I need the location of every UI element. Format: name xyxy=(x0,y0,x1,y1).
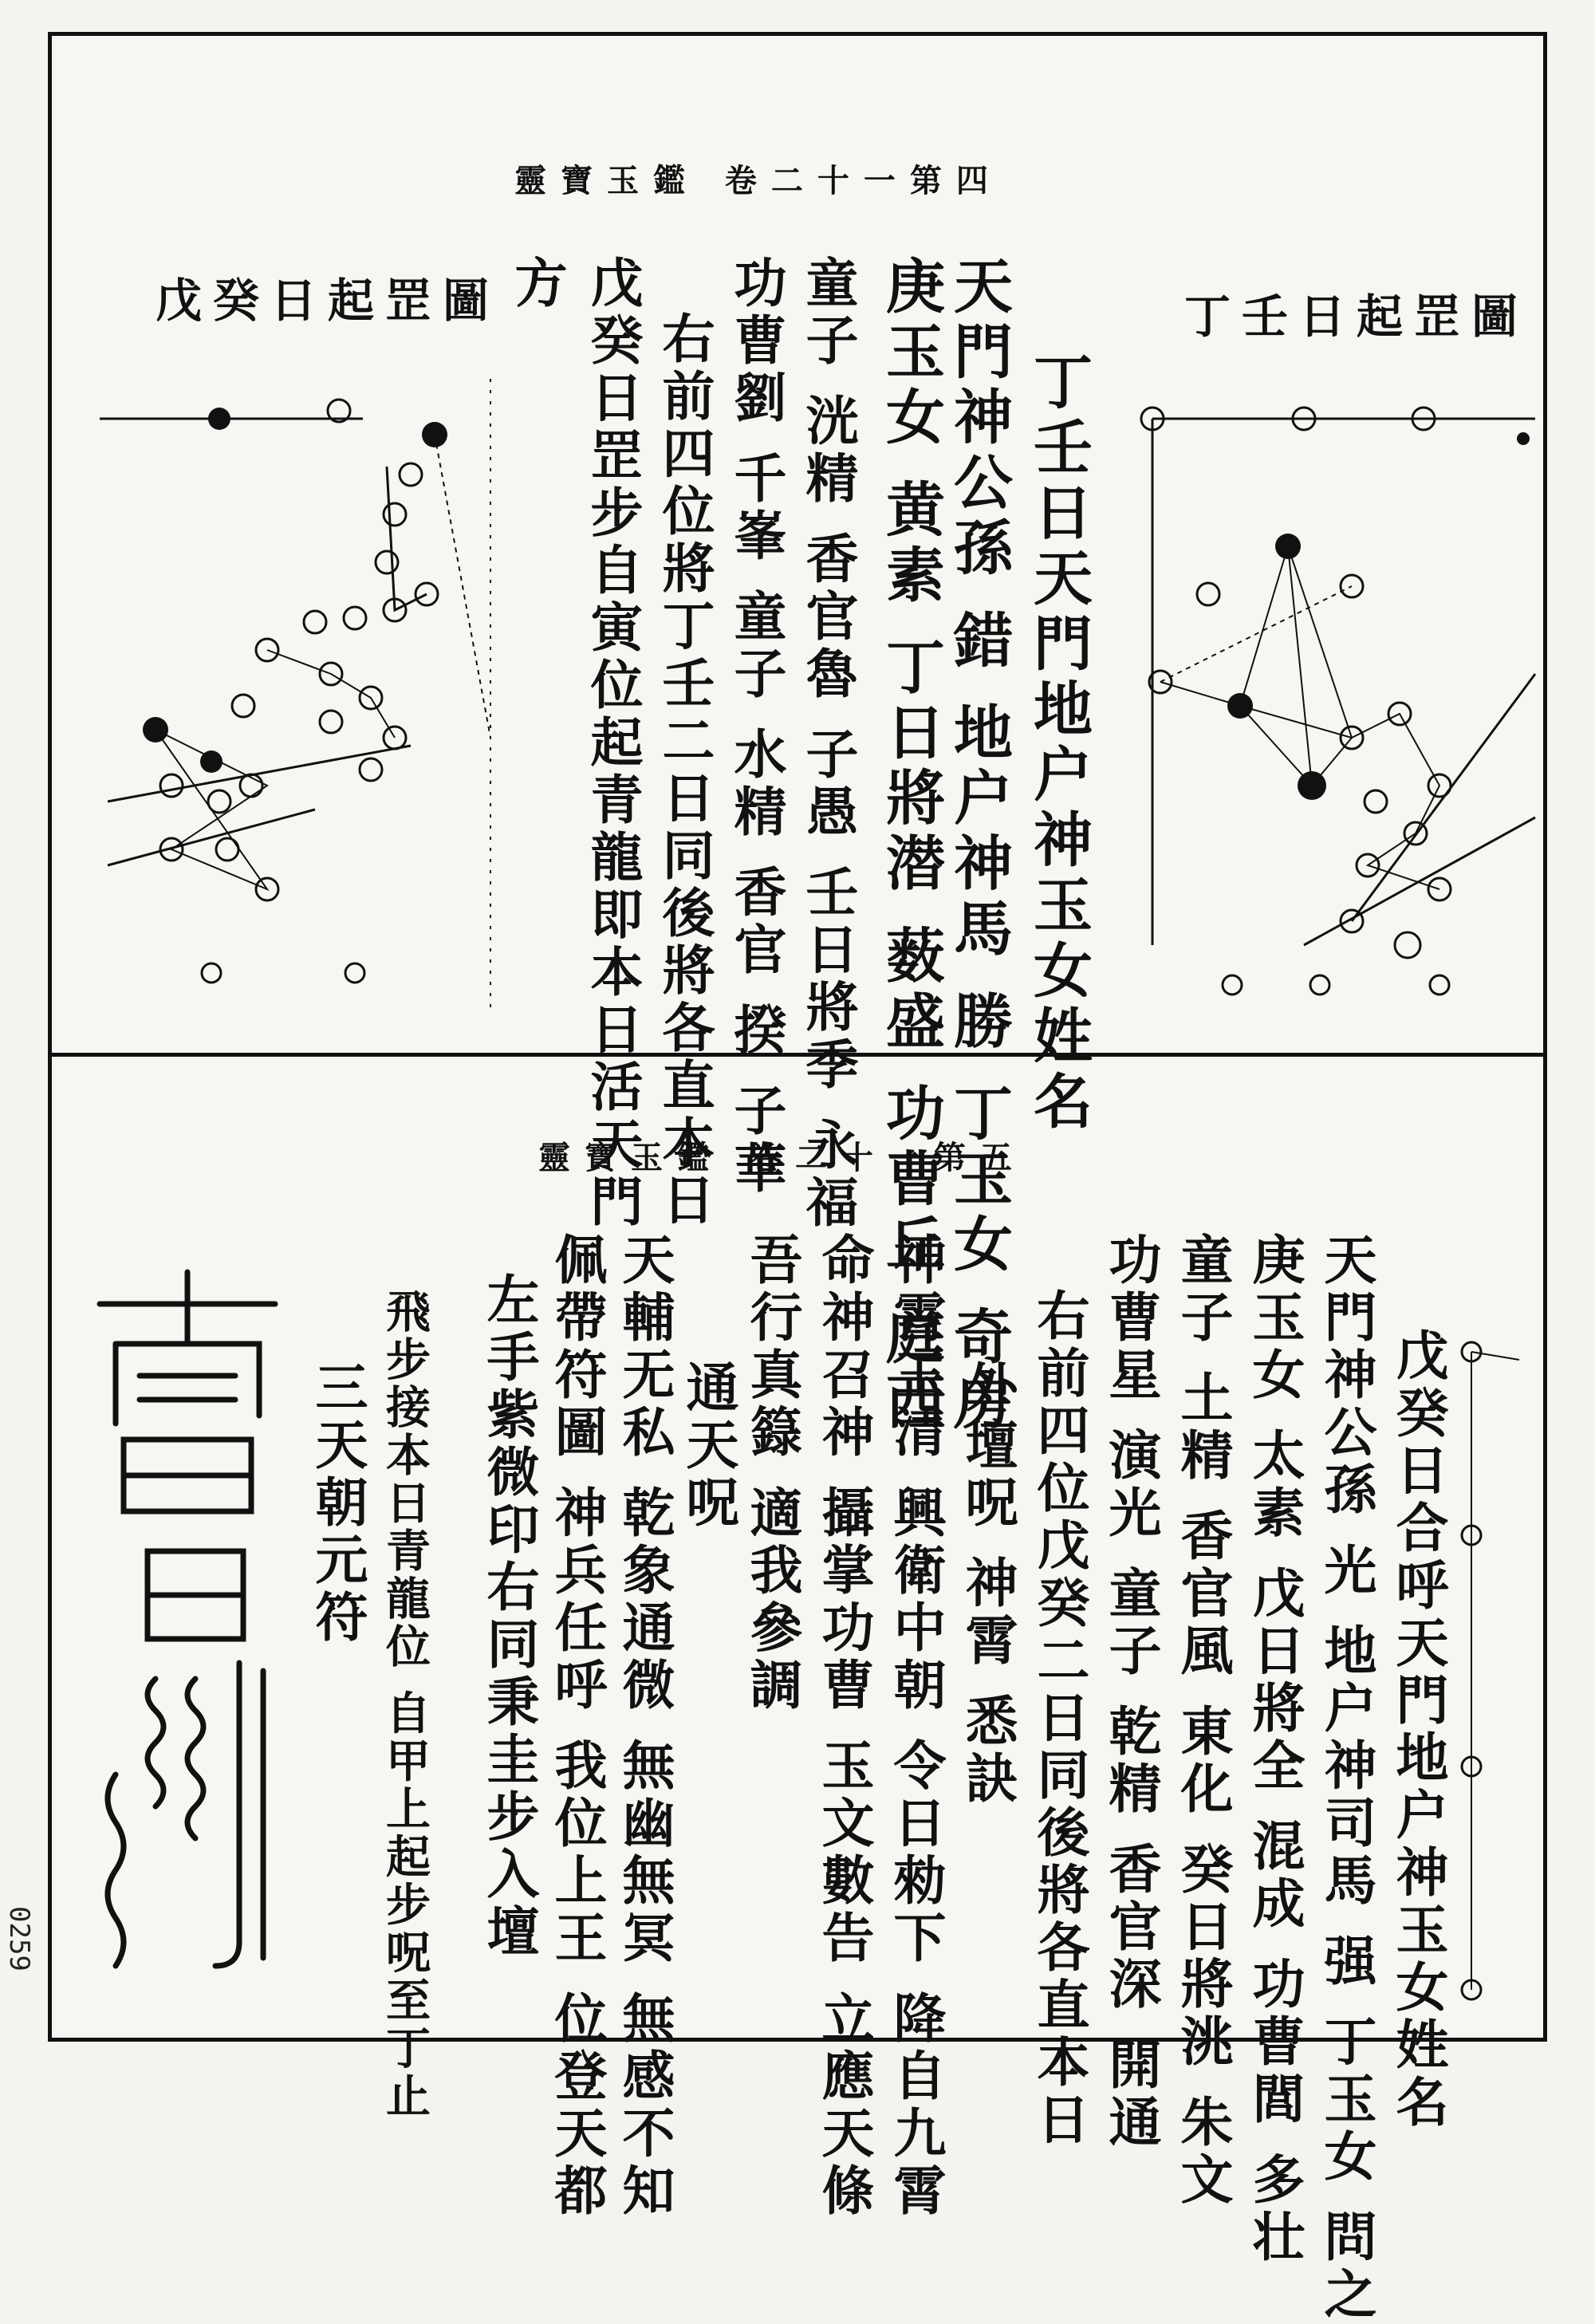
lower-col-16: 三天朝元符 xyxy=(306,1360,368,1647)
lower-col-13: 佩帶符圖 神兵任呼 我位上王 位登天都 xyxy=(545,1232,608,2220)
lower-col-2: 天門神公孫 光 地户神司馬 强 丁玉女 問之 xyxy=(1315,1232,1377,2324)
upper-col-2: 天門神公孫 錯 地户神馬 勝 丁玉女 奇房 xyxy=(944,255,1013,1436)
lower-col-7: 外壇呪 神霄 悉訣 xyxy=(956,1360,1018,1808)
upper-col-1: 丁壬日天門地户神玉女姓名 xyxy=(1024,351,1093,1136)
lower-col-11: 通天呪 xyxy=(677,1360,739,1532)
lower-col-5: 功曹星 演光 童子 乾精 香官深 開通 xyxy=(1100,1232,1162,2152)
lower-col-6: 右前四位戊癸二日同後將各直本日 xyxy=(1028,1288,1090,2149)
upper-col-6: 右前四位將丁壬二日同後將各直本日 xyxy=(653,311,715,1230)
upper-right-diagram-caption: 丁壬日起罡圖 xyxy=(1184,290,1530,344)
lower-col-14: 左手紫微印右同秉圭步入壇 xyxy=(478,1272,540,1961)
lower-col-15: 飛步接本日青龍位 自甲上起步呪至丁止 xyxy=(379,1288,431,2121)
lower-running-header: 靈寶玉鑑 卷二十一第五 xyxy=(538,1139,1026,1176)
page-number: 0259 xyxy=(3,1906,35,1971)
lower-col-10: 吾行真籙 適我參調 xyxy=(741,1232,803,1715)
lower-col-1: 戊癸日合呼天門地户神玉女姓名 xyxy=(1387,1328,1449,2132)
upper-left-diagram-caption: 戊癸日起罡圖 xyxy=(156,274,501,328)
upper-left-diagram xyxy=(92,339,538,1041)
upper-col-8: 方 xyxy=(506,255,568,313)
lower-col-3: 庚玉女 太素 戊日將全 混成 功曹閭 多壮 xyxy=(1243,1232,1306,2267)
lower-col-4: 童子 土精 香官風 東化 癸日將洮 朱文 xyxy=(1172,1232,1234,2209)
lower-col-12: 天輔无私 乾象通微 無幽無冥 無感不知 xyxy=(613,1232,675,2220)
upper-col-5: 功曹劉 千峯 童子 水精 香官 揆 子華 xyxy=(725,255,787,1198)
talisman-figure xyxy=(68,1256,307,2022)
page-frame xyxy=(48,32,1547,2324)
upper-col-3: 庚玉女 黄素 丁日將潜 薮盛 功曹丘 庭西 xyxy=(876,255,945,1436)
upper-right-diagram xyxy=(1065,339,1543,1041)
upper-running-header: 靈寶玉鑑 卷二十一第四 xyxy=(514,162,1002,199)
lower-col-8: 神霄玉清 興衛中朝 令日勑下 降自九霄 xyxy=(884,1232,947,2220)
upper-col-4: 童子 洸精 香官魯 子愚 壬日將季 永福 xyxy=(797,255,859,1232)
lower-right-diagram xyxy=(1455,1328,1543,2046)
upper-col-7: 戊癸日罡步自寅位起青龍即本日活天門 xyxy=(581,255,644,1231)
lower-col-9: 命神召神 攝掌功曹 玉文數告 立應天條 xyxy=(813,1232,875,2220)
